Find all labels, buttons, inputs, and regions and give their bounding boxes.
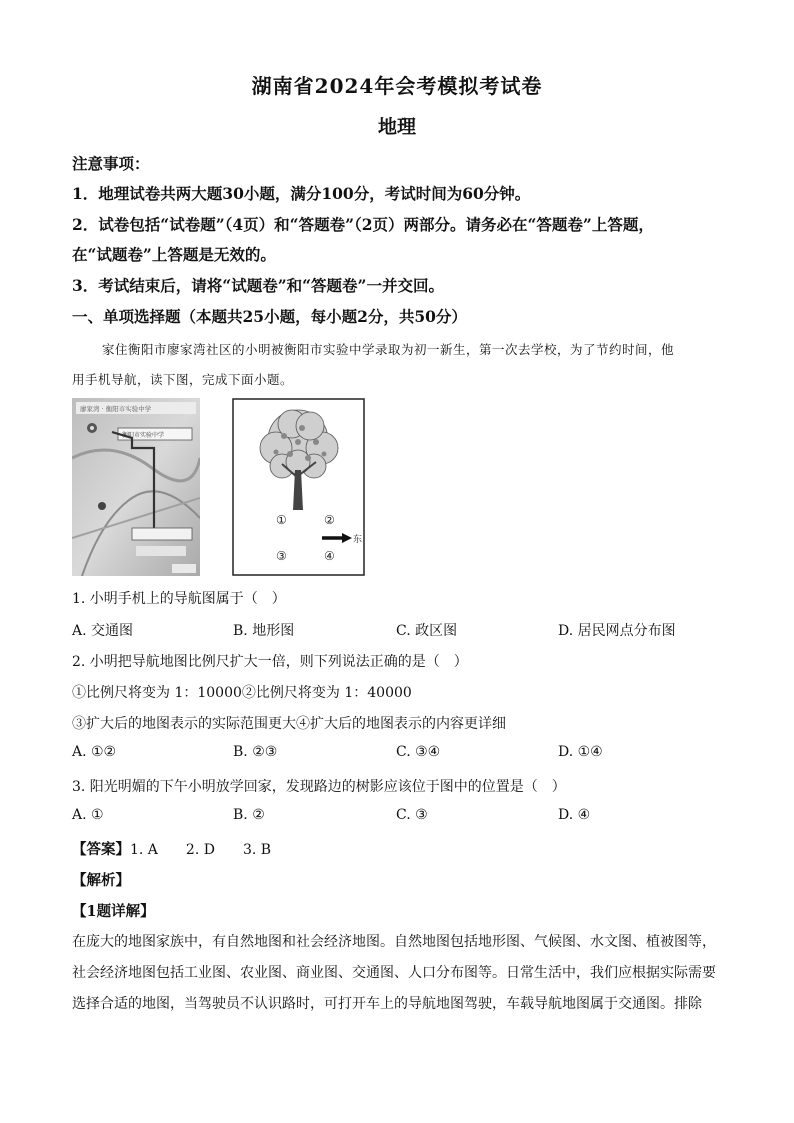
option-3b: B. ② (233, 807, 265, 823)
note-item: 1．地理试卷共两大题30小题，满分100分，考试时间为60分钟。 (72, 184, 531, 203)
statement-line: ①比例尺将变为 1：10000②比例尺将变为 1：40000 (72, 685, 412, 701)
option-1d: D. 居民网点分布图 (558, 623, 676, 639)
detail-tag: 【1题详解】 (72, 903, 155, 920)
note-item: 在“试题卷”上答题是无效的。 (72, 245, 276, 264)
position-marker-4: ④ (324, 549, 335, 563)
option-2a: A. ①② (72, 744, 117, 760)
question-stem-1: 1. 小明手机上的导航图属于（ ） (72, 591, 286, 607)
option-1c: C. 政区图 (396, 623, 458, 639)
question-stem-3: 3. 阳光明媚的下午小明放学回家，发现路边的树影应该位于图中的位置是（ ） (72, 779, 566, 795)
answer-values: 1. A 2. D 3. B (130, 842, 272, 858)
option-2d: D. ①④ (558, 744, 603, 760)
page-title: 湖南省2024年会考模拟考试卷 (251, 74, 543, 98)
option-3c: C. ③ (396, 807, 428, 823)
option-3d: D. ④ (558, 807, 591, 823)
position-marker-3: ③ (276, 549, 287, 563)
note-item: 2．试卷包括“试卷题”（4页）和“答题卷”（2页）两部分。请务必在“答题卷”上答题， (72, 215, 654, 234)
subject-title: 地理 (377, 116, 416, 138)
note-item: 3．考试结束后，请将“试题卷”和“答题卷”一并交回。 (72, 276, 444, 295)
east-label: 东 (353, 535, 363, 545)
detail-line: 在庞大的地图家族中，有自然地图和社会经济地图。自然地图包括地形图、气候图、水文图、植被图等， (72, 934, 716, 950)
intro-line: 用手机导航，读下图，完成下面小题。 (72, 372, 294, 387)
option-1b: B. 地形图 (233, 623, 295, 639)
position-marker-2: ② (324, 513, 335, 527)
answer-line (72, 838, 271, 859)
tree-shadow-diagram (232, 398, 365, 576)
intro-line: 家住衡阳市廖家湾社区的小明被衡阳市实验中学录取为初一新生，第一次去学校，为了节约时间，他 (102, 342, 675, 357)
option-2c: C. ③④ (396, 744, 441, 760)
option-1a: A. 交通图 (72, 623, 134, 639)
option-3a: A. ① (72, 807, 104, 823)
detail-line: 社会经济地图包括工业图、农业图、商业图、交通图、人口分布图等。日常生活中，我们应根据实际需要 (72, 965, 716, 981)
position-marker-1: ① (276, 513, 287, 527)
section-heading: 一、单项选择题（本题共25小题，每小题2分，共50分） (72, 307, 467, 326)
question-stem-2: 2. 小明把导航地图比例尺扩大一倍，则下列说法正确的是（ ） (72, 654, 468, 670)
answer-tag: 【答案】 (72, 841, 130, 858)
option-2b: B. ②③ (233, 744, 278, 760)
map-box-label: 衡阳市实验中学 (122, 432, 165, 439)
navigation-map-image (72, 398, 200, 576)
notes-heading: 注意事项： (72, 154, 150, 173)
analysis-tag: 【解析】 (72, 872, 130, 889)
statement-line: ③扩大后的地图表示的实际范围更大④扩大后的地图表示的内容更详细 (72, 716, 506, 732)
detail-line: 选择合适的地图，当驾驶员不认识路时，可打开车上的导航地图驾驶，车载导航地图属于交通图。排除 (72, 996, 702, 1012)
map-title: 廖家湾 · 衡阳市实验中学 (80, 405, 152, 413)
